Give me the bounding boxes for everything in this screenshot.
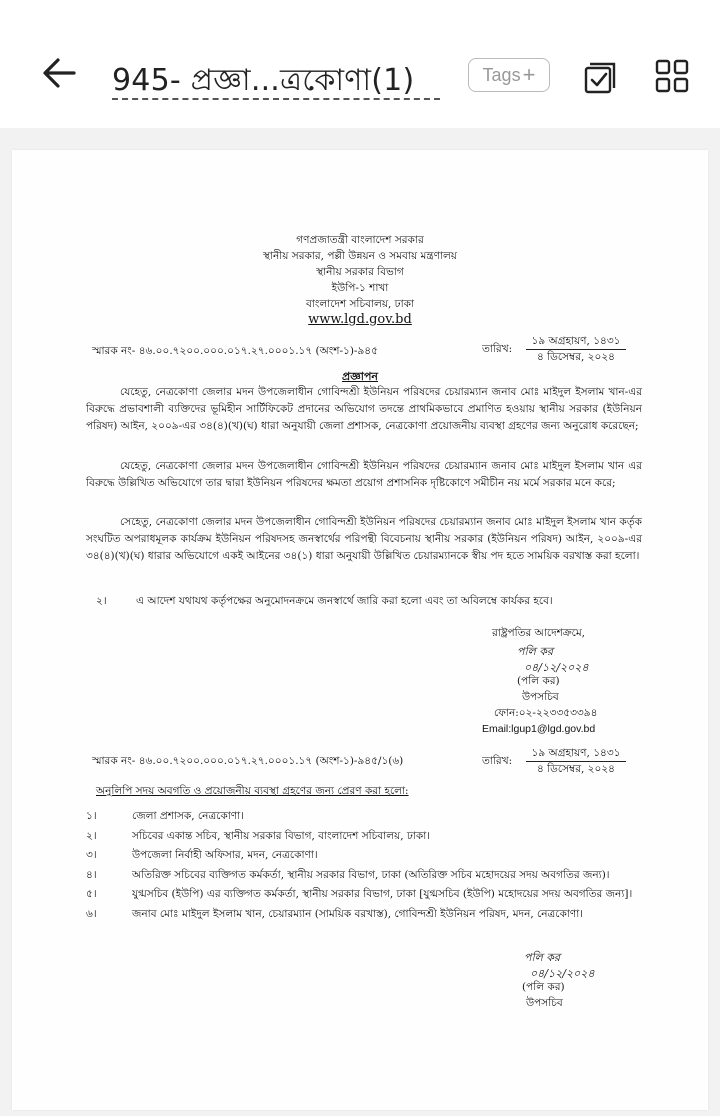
memo-number-2: স্মারক নং- ৪৬.০০.৭২০০.০০০.০১৭.২৭.০০০১.১৭ (অংশ-১)-৯৪৫/১(৬) (92, 755, 404, 767)
list-item-text: উপজেলা নির্বাহী অফিসার, মদন, নেত্রকোণা। (132, 849, 318, 861)
paragraph-1: যেহেতু, নেত্রকোণা জেলার মদন উপজেলাধীন গোবিন্দশ্রী ইউনিয়ন পরিষদের চেয়ারম্যান জনাব মোঃ মাইদুল ইসলাম খান-এর বিরুদ্ধে প্রভাবশালী ব্যক্তিদের ভূমিহীন সার্টিফিকেট প্রদানের অভিযোগ তদন্তে প্রাথমিকভাবে প্রমাণিত হওয়ায় স্থানীয় সরকার (ইউনিয়ন পরিষদ) আইন, ২০০৯-এর ৩৪(৪)(খ)(ঘ) ধারা অনুযায়ী জেলা প্রশাসক, নেত্রকোণা প্রয়োজনীয় ব্যবস্থা গ্রহণের জন্য অনুরোধ করেছেন; (86, 386, 642, 432)
title-underline (112, 98, 440, 100)
list-item-number: ২। (86, 829, 97, 842)
letterhead (12, 232, 708, 328)
date-bangla: ১৯ অগ্রহায়ণ, ১৪৩১ (526, 334, 626, 350)
notice-title: প্রজ্ঞাপন (342, 370, 378, 383)
list-item-text: জনাব মোঃ মাইদুল ইসলাম খান, চেয়ারম্যান (সাময়িক বরখাস্ত), গোবিন্দশ্রী ইউনিয়ন পরিষদ, মদন, নেত্রকোণা। (132, 907, 584, 920)
signature-date-2: ০৪/১২/২০২৪ (530, 967, 595, 980)
signatory-title-2: উপসচিব (526, 997, 563, 1009)
cc-title: অনুলিপি সদয় অবগতি ও প্রয়োজনীয় ব্যবস্থা গ্রহণের জন্য প্রেরণ করা হলো: (96, 785, 409, 797)
list-item-number: ৩। (86, 849, 97, 861)
list-item-text: যুগ্মসচিব (ইউপি) এর ব্যক্তিগত কর্মকর্তা, স্থানীয় সরকার বিভাগ, ঢাকা [যুগ্মসচিব (ইউপি) মহোদয়ের সদয় অবগতির জন্য]। (132, 888, 633, 900)
list-item (86, 847, 642, 864)
document-title[interactable]: 945- প্রজ্ঞা...ত্রকোণা(1) (112, 63, 415, 98)
phone-number: ফোন:০২-২২৩৩৫৩৩৯৪ (494, 707, 598, 719)
app-toolbar (0, 0, 720, 128)
signature-handwritten: পলি কর (517, 645, 554, 658)
header-line: বাংলাদেশ সচিবালয়, ঢাকা (305, 298, 415, 310)
list-item-number: ৪। (86, 868, 97, 881)
memo-number: স্মারক নং- ৪৬.০০.৭২০০.০০০.০১৭.২৭.০০০১.১৭ (অংশ-১)-৯৪৫ (92, 345, 378, 357)
signatory-name: (পলি কর) (517, 675, 560, 687)
paragraph-2: যেহেতু, নেত্রকোণা জেলার মদন উপজেলাধীন গোবিন্দশ্রী ইউনিয়ন পরিষদের চেয়ারম্যান জনাব মোঃ মাইদুল ইসলাম খান এর বিরুদ্ধে উল্লিখিত অভিযোগে তার দ্বারা ইউনিয়ন পরিষদের ক্ষমতা প্রয়োগ প্রশাসনিক দৃষ্টিকোণে সমীচীন নয় মর্মে সরকার মনে করে; (86, 460, 642, 489)
list-item-number: ১। (86, 810, 97, 822)
select-check-icon[interactable] (582, 60, 618, 96)
paragraph-3: সেহেতু, নেত্রকোণা জেলার মদন উপজেলাধীন গোবিন্দশ্রী ইউনিয়ন পরিষদের চেয়ারম্যান জনাব মোঃ মাইদুল ইসলাম খান কর্তৃক সংঘটিত অপরাধমূলক কার্যক্রম ইউনিয়ন পরিষদসহ জনস্বার্থের পরিপন্থী বিবেচনায় স্থানীয় সরকার (ইউনিয়ন পরিষদ) আইন, ২০০৯-এর ৩৪(৪)(খ)(ঘ) ধারার অভিযোগে একই আইনের ৩৪(১) ধারা অনুযায়ী উল্লিখিত চেয়ারম্যানকে স্বীয় পদ হতে সাময়িক বরখাস্ত করা হলো। (86, 516, 642, 562)
header-line: স্থানীয় সরকার, পল্লী উন্নয়ন ও সমবায় মন্ত্রণালয় (262, 250, 457, 262)
list-item-text: সচিবের একান্ত সচিব, স্থানীয় সরকার বিভাগ, বাংলাদেশ সচিবালয়, ঢাকা। (132, 829, 431, 842)
list-item (86, 906, 642, 923)
list-item-text: জেলা প্রশাসক, নেত্রকোণা। (132, 810, 244, 822)
document-page (12, 150, 708, 1110)
header-line: গণপ্রজাতন্ত্রী বাংলাদেশ সরকার (296, 234, 424, 246)
paragraph-4-number: ২। (96, 595, 107, 607)
paragraph-4: এ আদেশ যথাযথ কর্তৃপক্ষের অনুমোদনক্রমে জনস্বার্থে জারি করা হলো এবং তা অবিলম্বে কার্যকর হবে। (136, 595, 553, 607)
tags-label: Tags (482, 64, 521, 85)
date-gregorian-2: ৪ ডিসেম্বর, ২০২৪ (537, 763, 615, 775)
order-by: রাষ্ট্রপতির আদেশক্রমে, (492, 627, 585, 639)
signature-date: ০৪/১২/২০২৪ (524, 661, 589, 674)
list-item (86, 886, 642, 903)
list-item (86, 828, 642, 845)
list-item (86, 808, 642, 825)
date-bangla-2: ১৯ অগ্রহায়ণ, ১৪৩১ (526, 746, 626, 762)
signatory-name-2: (পলি কর) (522, 981, 565, 993)
signature-handwritten-2: পলি কর (524, 951, 561, 964)
list-item-text: অতিরিক্ত সচিবের ব্যক্তিগত কর্মকর্তা, স্থানীয় সরকার বিভাগ, ঢাকা (অতিরিক্ত সচিব মহোদয়ের সদয় অবগতির জন্য)। (132, 868, 610, 881)
date-label-2: তারিখ: (482, 755, 513, 767)
date-label: তারিখ: (482, 343, 513, 355)
signatory-title: উপসচিব (522, 691, 559, 703)
header-line: ইউপি-১ শাখা (331, 282, 389, 294)
date-gregorian: ৪ ডিসেম্বর, ২০২৪ (537, 351, 615, 363)
list-item-number: ৬। (86, 907, 97, 920)
tags-plus-icon: + (522, 62, 536, 87)
header-line: স্থানীয় সরকার বিভাগ (316, 266, 404, 278)
grid-view-icon[interactable] (654, 58, 690, 94)
tags-button[interactable] (468, 58, 550, 92)
cc-list (86, 808, 642, 925)
back-arrow-icon[interactable] (38, 52, 80, 94)
email-address: Email:lgup1@lgd.gov.bd (482, 723, 596, 735)
list-item (86, 867, 642, 884)
list-item-number: ৫। (86, 888, 97, 900)
website-url: www.lgd.gov.bd (308, 312, 412, 327)
